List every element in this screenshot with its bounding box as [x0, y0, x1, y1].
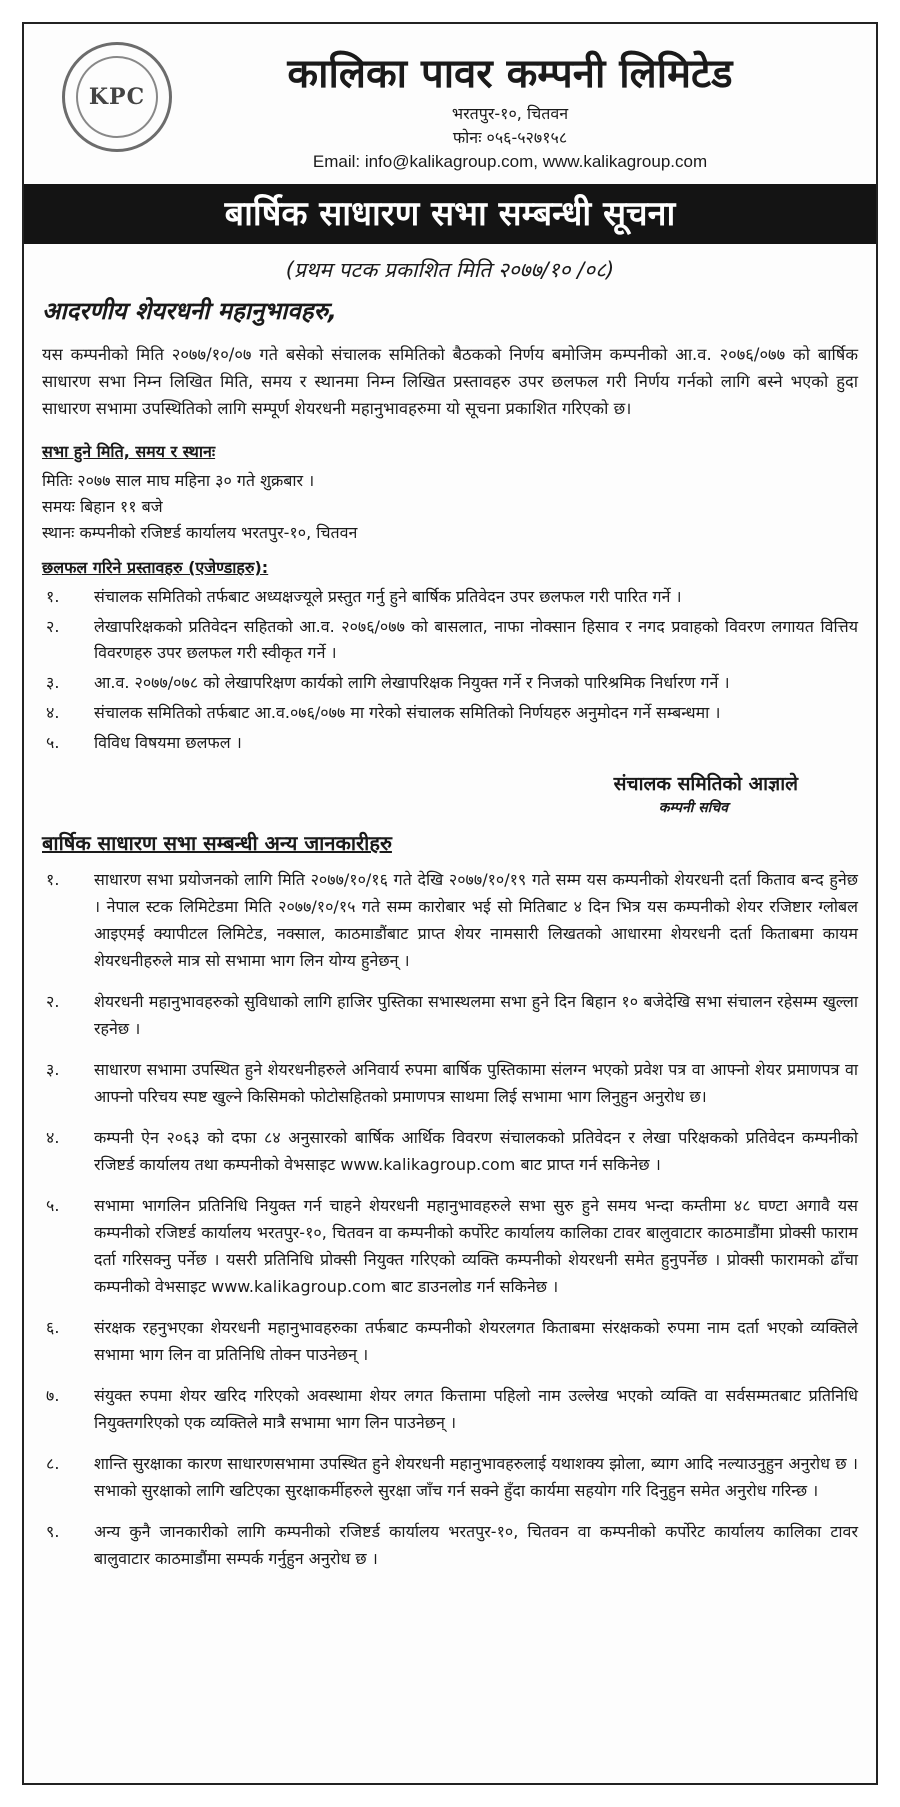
agenda-item-number: १.: [46, 587, 60, 606]
info-item-text: साधारण सभामा उपस्थित हुने शेयरधनीहरुले अनिवार्य रुपमा बार्षिक पुस्तिकामा संलग्न भएको प्रवेश पत्र वा आफ्नो शेयर प्रमाणपत्र वा आफ्नो परिचय स्पष्ट खुल्ने किसिमको फोटोसहितको प्रमाणपत्र साथमा लिई सभामा भाग लिनुहुन अनुरोध छ।: [94, 1060, 858, 1106]
company-name: कालिका पावर कम्पनी लिमिटेड: [287, 51, 733, 97]
meeting-venue: स्थानः कम्पनीको रजिष्टर्ड कार्यालय भरतपुर-१०, चितवन: [42, 523, 358, 542]
info-item: [42, 1450, 858, 1504]
info-item: [42, 1056, 858, 1110]
company-secretary: कम्पनी सचिव: [658, 800, 728, 816]
agenda-item: [42, 584, 858, 610]
other-info-section: [42, 829, 858, 1572]
info-item: [42, 866, 858, 974]
notice-frame: [22, 22, 878, 1785]
company-email: Email: info@kalikagroup.com, www.kalikagroup.com: [312, 152, 708, 171]
meeting-date: मितिः २०७७ साल माघ महिना ३० गते शुक्रबार ।: [42, 471, 315, 490]
info-item-text: शान्ति सुरक्षाका कारण साधारणसभामा उपस्थित हुने शेयरधनी महानुभावहरुलाई यथाशक्य झोला, ब्याग आदि नल्याउनुहुन अनुरोध छ । सभाको सुरक्षाको लागि खटिएका सुरक्षाकर्मीहरुले सुरक्षा जाँच गर्न सक्ने हुँदा कार्यमा सहयोग गरि दिनुहुन समेत अनुरोध गरिन्छ ।: [94, 1454, 858, 1500]
agenda-item: [42, 730, 858, 756]
agenda-item-number: ४.: [46, 703, 60, 722]
agenda-list: [42, 584, 858, 756]
info-item-text: संरक्षक रहनुभएका शेयरधनी महानुभावहरुका तर्फबाट कम्पनीको शेयरलगत किताबमा संरक्षकको रुपमा नाम दर्ता भएको व्यक्तिले सभामा भाग लिन वा प्रतिनिधि तोक्न पाउनेछन् ।: [94, 1318, 858, 1364]
info-item-number: ७.: [46, 1386, 60, 1405]
agenda-section: [42, 556, 858, 756]
info-item-text: अन्य कुनै जानकारीको लागि कम्पनीको रजिष्टर्ड कार्यालय भरतपुर-१०, चितवन वा कम्पनीको कर्पोरेट कार्यालय कालिका टावर बालुवाटार काठमाडौंमा सम्पर्क गर्नुहुन अनुरोध छ ।: [94, 1522, 858, 1568]
info-item-text: संयुक्त रुपमा शेयर खरिद गरिएको अवस्थामा शेयर लगत कित्तामा पहिलो नाम उल्लेख भएको व्यक्ति वा सर्वसम्मतबाट प्रतिनिधि नियुक्तगरिएको एक व्यक्तिले मात्रै सभामा भाग लिन पाउनेछन् ।: [94, 1386, 858, 1432]
info-item-text: कम्पनी ऐन २०६३ को दफा ८४ अनुसारको बार्षिक आर्थिक विवरण संचालकको प्रतिवेदन र लेखा परिक्षकको प्रतिवेदन कम्पनीको रजिष्टर्ड कार्यालय तथा कम्पनीको वेभसाइट www.kalikagroup.com बाट प्राप्त गर्न सकिनेछ ।: [94, 1128, 858, 1174]
company-address: भरतपुर-१०, चितवन: [451, 104, 569, 123]
notice-header: [24, 24, 876, 184]
info-item-number: ८.: [46, 1454, 60, 1473]
notice-body: [42, 256, 858, 1586]
agenda-item-text: आ.व. २०७७/०७८ को लेखापरिक्षण कार्यको लागि लेखापरिक्षक नियुक्त गर्ने र निजको पारिश्रमिक निर्धारण गर्ने ।: [94, 673, 730, 692]
other-info-list: [42, 866, 858, 1572]
agenda-item-text: संचालक समितिको तर्फबाट आ.व.०७६/०७७ मा गरेको संचालक समितिको निर्णयहरु अनुमोदन गर्ने सम्बन्धमा ।: [94, 703, 721, 722]
publication-date: (प्रथम पटक प्रकाशित मिति २०७७/१० /०८): [285, 258, 615, 282]
agenda-item-text: संचालक समितिको तर्फबाट अध्यक्षज्यूले प्रस्तुत गर्नु हुने बार्षिक प्रतिवेदन उपर छलफल गरी पारित गर्ने ।: [94, 587, 682, 606]
info-item-number: ९.: [46, 1522, 60, 1541]
info-item-text: शेयरधनी महानुभावहरुको सुविधाको लागि हाजिर पुस्तिका सभास्थलमा सभा हुने दिन बिहान १० बजेदेखि सभा संचालन रहेसम्म खुल्ला रहनेछ ।: [94, 992, 858, 1038]
agenda-item-number: ५.: [46, 733, 60, 752]
other-info-heading: बार्षिक साधारण सभा सम्बन्धी अन्य जानकारीहरु: [42, 831, 392, 855]
info-item: [42, 1314, 858, 1368]
company-phone: फोनः ०५६-५२७१५८: [452, 128, 568, 147]
info-item-number: ६.: [46, 1318, 60, 1337]
info-item-number: ५.: [46, 1196, 60, 1215]
meeting-info: [42, 440, 858, 546]
agenda-item-number: ३.: [46, 673, 60, 692]
board-order: [42, 770, 798, 817]
info-item: [42, 1192, 858, 1300]
agenda-item: [42, 670, 858, 696]
info-item: [42, 1124, 858, 1178]
agenda-item-text: विविध विषयमा छलफल ।: [94, 733, 242, 752]
info-item-text: साधारण सभा प्रयोजनको लागि मिति २०७७/१०/१६ गते देखि २०७७/१०/१९ गते सम्म यस कम्पनीको शेयरधनी दर्ता किताव बन्द हुनेछ । नेपाल स्टक लिमिटेडमा मिति २०७७/१०/१५ गते सम्म कारोबार भई सो मितिबाट ४ दिन भित्र यस कम्पनीको शेयर रजिष्टार ग्लोबल आइएमई क्यापीटल लिमिटेड, नक्साल, काठमाडौंबाट प्राप्त शेयर नामसारी लिखतको आधारमा शेयरधनी दर्ता किताबमा कायम शेयरधनीहरुले मात्र सो सभामा भाग लिन योग्य हुनेछन् ।: [94, 870, 858, 970]
info-item-number: ३.: [46, 1060, 60, 1079]
info-item: [42, 1518, 858, 1572]
agenda-heading: छलफल गरिने प्रस्तावहरु (एजेण्डाहरु):: [42, 558, 269, 577]
info-item: [42, 988, 858, 1042]
notice-title: बार्षिक साधारण सभा सम्बन्धी सूचना: [24, 184, 876, 244]
info-item: [42, 1382, 858, 1436]
info-item-text: सभामा भागलिन प्रतिनिधि नियुक्त गर्न चाहने शेयरधनी महानुभावहरुले सभा सुरु हुने समय भन्दा कम्तीमा ४८ घण्टा अगावै यस कम्पनीको रजिष्टर्ड कार्यालय भरतपुर-१०, चितवन वा कम्पनीको कर्पोरेट कार्यालय कालिका टावर बालुवाटार काठमाडौंमा प्रोक्सी फाराम दर्ता गरिसक्नु पर्नेछ । यसरी प्रतिनिधि प्रोक्सी नियुक्त गरिएको व्यक्ति कम्पनीको शेयरधनी समेत हुनुपर्नेछ । प्रोक्सी फारामको ढाँचा कम्पनीको वेभसाइट www.kalikagroup.com बाट डाउनलोड गर्न सकिनेछ ।: [94, 1196, 858, 1296]
meeting-info-heading: सभा हुने मिति, समय र स्थानः: [42, 442, 216, 461]
agenda-item-number: २.: [46, 617, 60, 636]
agenda-item: [42, 700, 858, 726]
salutation: आदरणीय शेयरधनी महानुभावहरु,: [42, 297, 337, 325]
info-item-number: २.: [46, 992, 60, 1011]
agenda-item-text: लेखापरिक्षकको प्रतिवेदन सहितको आ.व. २०७६/०७७ को बासलात, नाफा नोक्सान हिसाव र नगद प्रवाहको विवरण लगायत वित्तिय विवरणहरु उपर छलफल गरी स्वीकृत गर्ने ।: [94, 617, 858, 662]
logo-emblem: KPC: [76, 56, 158, 138]
meeting-time: समयः बिहान ११ बजे: [42, 497, 163, 516]
intro-paragraph: यस कम्पनीको मिति २०७७/१०/०७ गते बसेको संचालक समितिको बैठकको निर्णय बमोजिम कम्पनीको आ.व. २०७६/०७७ को बार्षिक साधारण सभा निम्न लिखित मिति, समय र स्थानमा निम्न लिखित प्रस्तावहरु उपर छलफल गरी निर्णय गर्नको लागि बस्ने भएको हुदा साधारण सभामा उपस्थितिको लागि सम्पूर्ण शेयरधनी महानुभावहरुमा यो सूचना प्रकाशित गरिएको छ।: [42, 345, 858, 418]
info-item-number: १.: [46, 870, 60, 889]
agenda-item: [42, 614, 858, 666]
board-order-line: संचालक समितिको आज्ञाले: [613, 773, 798, 795]
info-item-number: ४.: [46, 1128, 60, 1147]
